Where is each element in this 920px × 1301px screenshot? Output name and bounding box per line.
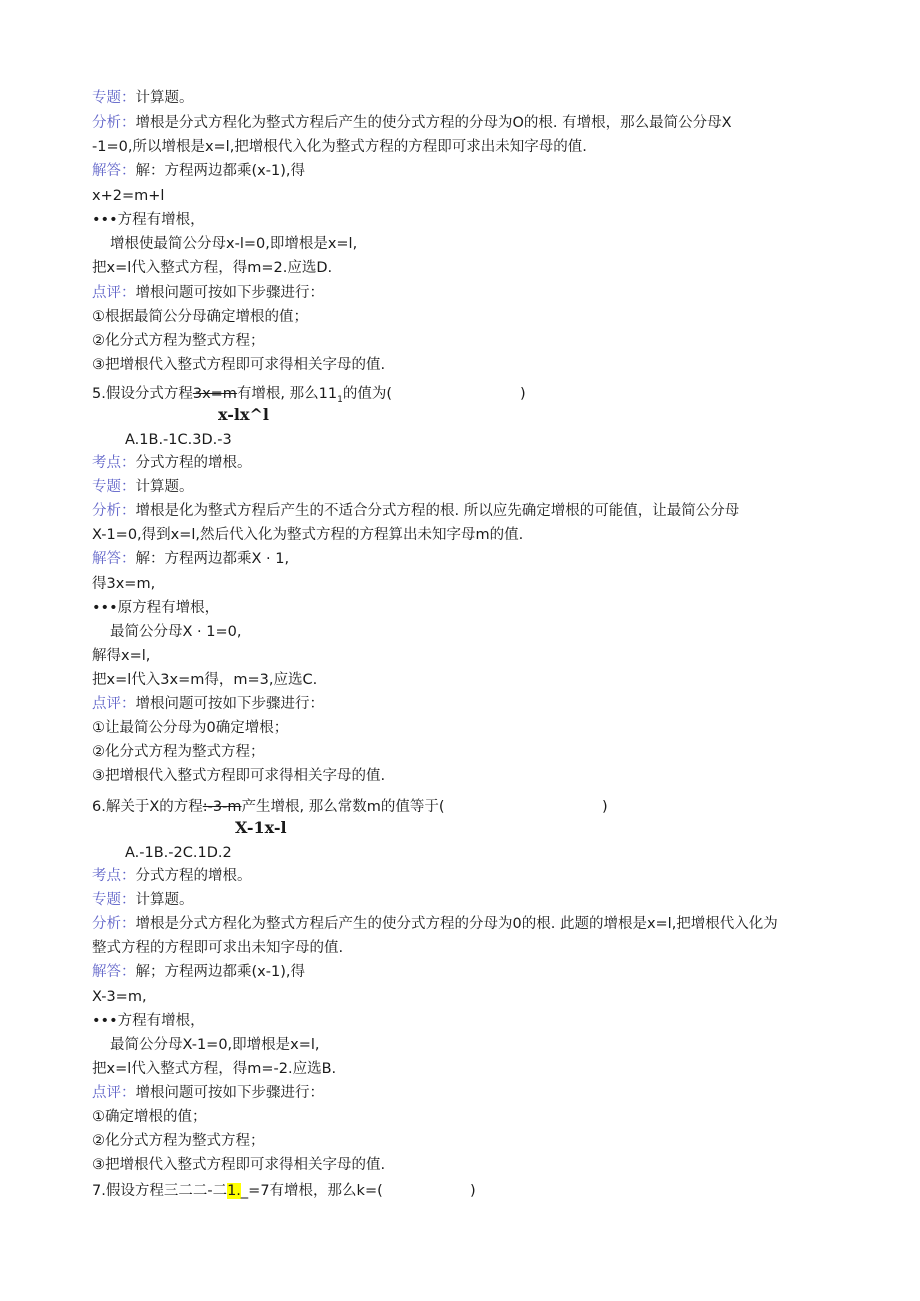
q6-answer-line-3: •••方程有增根， xyxy=(92,1013,205,1029)
highlighted-text: 1. xyxy=(227,1183,241,1199)
answer-label: 解答： xyxy=(92,964,136,980)
q5-kaodian: 考点：分式方程的增根。 xyxy=(92,455,252,471)
q6-answer-line-5: 把x=l代入整式方程，得m=-2.应选B. xyxy=(92,1061,337,1077)
q4-answer-line-4: 增根使最简公分母x-l=0,即增根是x=l, xyxy=(110,236,358,252)
q5-review: 点评：增根问题可按如下步骤进行： xyxy=(92,696,324,712)
q5-topic: 专题：计算题。 xyxy=(92,479,194,495)
q4-review: 点评：增根问题可按如下步骤进行： xyxy=(92,285,324,301)
q5-answer-line-4: 最简公分母X · 1=0, xyxy=(110,624,242,640)
topic-label: 专题： xyxy=(92,892,136,908)
topic-label: 专题： xyxy=(92,90,136,106)
review-label: 点评： xyxy=(92,285,136,301)
q4-topic: 专题：计算题。 xyxy=(92,90,194,106)
kaodian-label: 考点： xyxy=(92,455,136,471)
q4-answer-line-5: 把x=l代入整式方程，得m=2.应选D. xyxy=(92,260,333,276)
q4-analysis-cont: -1=0,所以增根是x=l,把增根代入化为整式方程的方程即可求出未知字母的值. xyxy=(92,139,587,155)
q5-stem-close: ) xyxy=(520,386,526,402)
analysis-label: 分析： xyxy=(92,115,136,131)
q4-analysis: 分析：增根是分式方程化为整式方程后产生的使分式方程的分母为O的根. 有增根，那么最简公分母X xyxy=(92,115,732,131)
q6-analysis: 分析：增根是分式方程化为整式方程后产生的使分式方程的分母为0的根. 此题的增根是x=l,把增根代入化为 xyxy=(92,916,778,932)
q4-review-step-2: ②化分式方程为整式方程； xyxy=(92,333,265,349)
q5-analysis-cont: X-1=0,得到x=l,然后代入化为整式方程的方程算出未知字母m的值. xyxy=(92,527,524,543)
answer-label: 解答： xyxy=(92,163,136,179)
q6-kaodian: 考点：分式方程的增根。 xyxy=(92,868,252,884)
q5-answer-line-2: 得3x=m, xyxy=(92,576,156,592)
q5-review-step-3: ③把增根代入整式方程即可求得相关字母的值. xyxy=(92,768,386,784)
answer-label: 解答： xyxy=(92,551,136,567)
q6-answer-line-4: 最简公分母X-1=0,即增根是x=l, xyxy=(110,1037,320,1053)
q4-answer-line-2: x+2=m+l xyxy=(92,188,165,204)
q6-review-step-2: ②化分式方程为整式方程； xyxy=(92,1133,265,1149)
q4-answer: 解答：解：方程两边都乘(x-1),得 xyxy=(92,163,305,179)
q6-review: 点评：增根问题可按如下步骤进行： xyxy=(92,1085,324,1101)
q6-answer: 解答：解；方程两边都乘(x-1),得 xyxy=(92,964,305,980)
q5-numerator: 3x=m xyxy=(192,386,237,402)
kaodian-label: 考点： xyxy=(92,868,136,884)
q5-answer-line-5: 解得x=l, xyxy=(92,648,151,664)
q4-review-step-3: ③把增根代入整式方程即可求得相关字母的值. xyxy=(92,357,386,373)
q5-review-step-2: ②化分式方程为整式方程； xyxy=(92,744,265,760)
q5-options: A.1B.-1C.3D.-3 xyxy=(125,432,232,448)
analysis-label: 分析： xyxy=(92,916,136,932)
q5-stem: 5.假设分式方程3x=m有增根, 那么$11_1$的值为( xyxy=(92,386,393,405)
q6-denominator: X-1x-l xyxy=(235,818,287,837)
q6-stem: 6.解关于X的方程:-3-m产生增根, 那么常数m的值等于( xyxy=(92,799,445,815)
q6-review-step-3: ③把增根代入整式方程即可求得相关字母的值. xyxy=(92,1157,386,1173)
q5-answer-line-3: •••原方程有增根， xyxy=(92,600,220,616)
q6-topic: 专题：计算题。 xyxy=(92,892,194,908)
q5-review-step-1: ①让最简公分母为0确定增根； xyxy=(92,720,289,736)
q5-answer-line-6: 把x=l代入3x=m得，m=3,应选C. xyxy=(92,672,318,688)
q6-stem-close: ) xyxy=(602,799,608,815)
q6-options: A.-1B.-2C.1D.2 xyxy=(125,845,232,861)
q6-analysis-cont: 整式方程的方程即可求出未知字母的值. xyxy=(92,940,344,956)
q5-answer: 解答：解：方程两边都乘X · 1, xyxy=(92,551,290,567)
q7-stem: 7.假设方程三二二-二1._=7有增根，那么k=( xyxy=(92,1183,383,1199)
q4-review-step-1: ①根据最简公分母确定增根的值； xyxy=(92,309,308,325)
q4-answer-line-3: •••方程有增根， xyxy=(92,212,205,228)
q6-numerator: :-3-m xyxy=(202,799,242,815)
q5-analysis: 分析：增根是化为整式方程后产生的不适合分式方程的根. 所以应先确定增根的可能值，让最简公分母 xyxy=(92,503,740,519)
q5-denominator: x-lx^l xyxy=(218,405,269,424)
review-label: 点评： xyxy=(92,1085,136,1101)
q6-review-step-1: ①确定增根的值； xyxy=(92,1109,207,1125)
topic-label: 专题： xyxy=(92,479,136,495)
analysis-label: 分析： xyxy=(92,503,136,519)
review-label: 点评： xyxy=(92,696,136,712)
q6-answer-line-2: X-3=m, xyxy=(92,989,147,1005)
q7-stem-close: ) xyxy=(470,1183,476,1199)
